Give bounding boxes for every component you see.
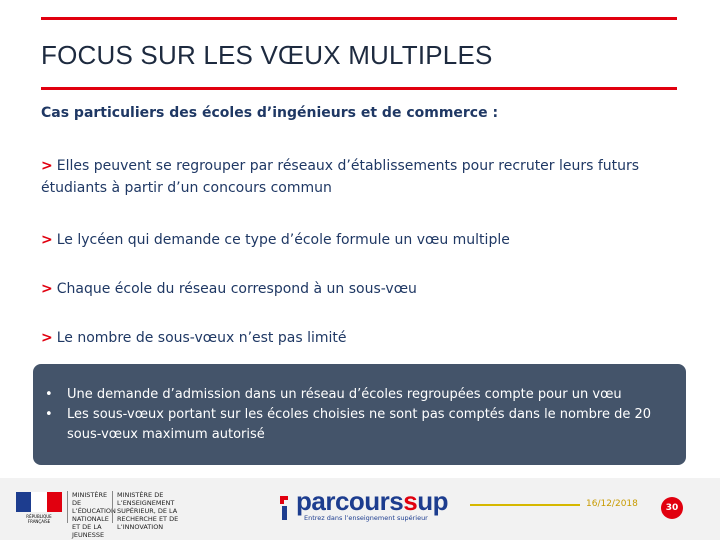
info-text: Les sous-vœux portant sur les écoles choisies ne sont pas comptés dans le nombre de 20 sous-vœux maximum autorisé	[67, 407, 652, 442]
bullet-marker: >	[41, 158, 53, 174]
title-underline-rule	[41, 87, 677, 90]
french-flag-icon	[16, 492, 62, 512]
parcoursup-logo	[276, 488, 446, 524]
bullet-marker: >	[41, 281, 53, 297]
bullet-marker: >	[41, 330, 53, 346]
bullet-item	[41, 327, 686, 349]
bullet-text: Le nombre de sous-vœux n’est pas limité	[56, 330, 347, 346]
info-list	[45, 385, 676, 445]
bullet-item	[41, 278, 686, 300]
parcoursup-tagline: Entrez dans l’enseignement supérieur	[304, 514, 428, 522]
slide-date: 16/12/2018	[586, 499, 638, 509]
bullet-text: Chaque école du réseau correspond à un sous-vœu	[56, 281, 417, 297]
republique-francaise-logo	[16, 492, 62, 524]
info-list-item	[45, 385, 676, 405]
bullet-dot-icon: •	[45, 407, 53, 422]
footer-yellow-line	[470, 504, 580, 506]
info-text: Une demande d’admission dans un réseau d’écoles regroupées compte pour un vœu	[67, 387, 622, 402]
bullet-text: Elles peuvent se regrouper par réseaux d’établissements pour recruter leurs futurs étudiants à partir d’un concours commun	[41, 158, 640, 196]
bullet-dot-icon: •	[45, 387, 53, 402]
bullet-item	[41, 229, 686, 251]
slide-subtitle: Cas particuliers des écoles d’ingénieurs et de commerce :	[41, 105, 499, 121]
brand-s-letter: s	[403, 486, 418, 516]
bullet-item	[41, 155, 686, 199]
rf-logo-text: RÉPUBLIQUE FRANÇAISE	[26, 514, 52, 524]
ministry-education-logo: MINISTÈRE DE L’ÉDUCATION NATIONALE ET DE LA JEUNESSE	[67, 491, 110, 523]
ministry-higher-education-logo: MINISTÈRE DE L’ENSEIGNEMENT SUPÉRIEUR, DE LA RECHERCHE ET DE L’INNOVATION	[112, 491, 197, 523]
brand-part1: parcours	[296, 486, 404, 516]
slide-title: FOCUS SUR LES VŒUX MULTIPLES	[41, 40, 493, 70]
bullet-marker: >	[41, 232, 53, 248]
top-red-rule	[41, 17, 677, 20]
info-box	[33, 364, 686, 465]
parcoursup-mark-icon	[276, 492, 294, 520]
bullet-text: Le lycéen qui demande ce type d’école formule un vœu multiple	[56, 232, 510, 248]
page-number-badge: 30	[661, 497, 683, 519]
info-list-item	[45, 405, 676, 445]
brand-part2: up	[417, 486, 448, 516]
parcoursup-wordmark	[296, 486, 448, 517]
